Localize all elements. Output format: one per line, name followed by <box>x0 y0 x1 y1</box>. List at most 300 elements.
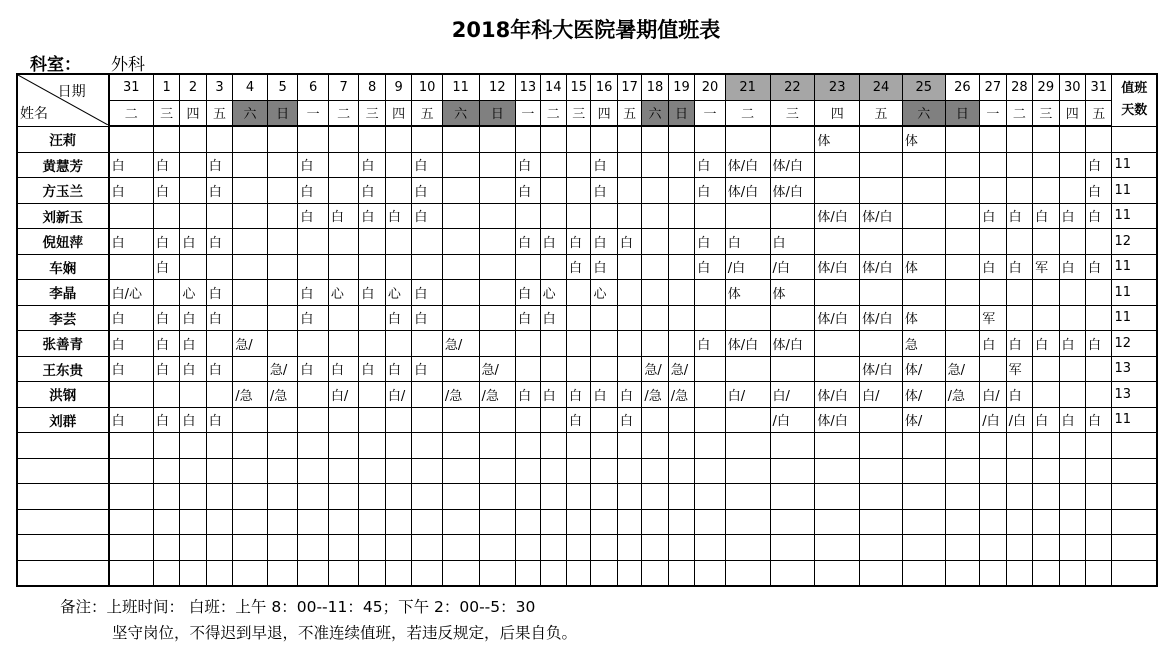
duty-cell: 白 <box>1033 331 1059 357</box>
table-row <box>17 178 1157 204</box>
duty-cell <box>1033 229 1059 255</box>
table-row <box>17 356 1157 382</box>
duty-cell <box>1006 305 1032 331</box>
duty-cell <box>642 203 668 229</box>
notes-line-1: 备注：上班时间： 白班：上午 8：00--11：45；下午 2：00--5：30 <box>60 598 536 616</box>
duty-cell <box>980 280 1006 306</box>
duty-cell <box>412 484 443 510</box>
duty-cell <box>902 560 945 586</box>
duty-cell: /急 <box>642 382 668 408</box>
duty-cell <box>298 484 329 510</box>
total-days-cell: 13 <box>1112 356 1157 382</box>
duty-cell <box>298 126 329 152</box>
duty-cell <box>233 280 268 306</box>
duty-cell <box>206 203 232 229</box>
duty-cell <box>180 484 206 510</box>
duty-cell <box>591 356 617 382</box>
duty-cell <box>359 484 385 510</box>
duty-cell <box>945 229 980 255</box>
duty-cell: 白 <box>412 152 443 178</box>
duty-cell <box>567 458 591 484</box>
duty-cell <box>516 560 540 586</box>
duty-cell: 白 <box>412 305 443 331</box>
duty-cell <box>233 229 268 255</box>
duty-cell <box>412 229 443 255</box>
duty-cell <box>298 509 329 535</box>
duty-cell <box>770 484 815 510</box>
date-cell: 9 <box>385 74 411 100</box>
duty-cell <box>1006 152 1032 178</box>
duty-cell <box>860 229 903 255</box>
duty-cell <box>267 433 298 459</box>
duty-cell <box>479 433 516 459</box>
duty-cell: 白 <box>298 152 329 178</box>
duty-cell <box>206 126 232 152</box>
duty-cell <box>385 126 411 152</box>
duty-cell <box>980 433 1006 459</box>
duty-cell <box>412 331 443 357</box>
weekday-cell: 四 <box>1059 100 1085 126</box>
duty-cell <box>1006 509 1032 535</box>
duty-cell <box>442 535 479 561</box>
duty-cell <box>328 178 359 204</box>
duty-cell <box>945 484 980 510</box>
duty-cell <box>591 407 617 433</box>
duty-cell: 白 <box>206 280 232 306</box>
duty-cell <box>567 305 591 331</box>
duty-cell <box>945 305 980 331</box>
duty-cell <box>180 458 206 484</box>
duty-cell <box>617 331 641 357</box>
header-row-weekdays <box>17 100 1157 126</box>
duty-cell <box>267 509 298 535</box>
duty-cell: 心 <box>328 280 359 306</box>
duty-cell <box>860 509 903 535</box>
duty-cell <box>1033 178 1059 204</box>
duty-cell <box>815 152 860 178</box>
duty-cell <box>980 356 1006 382</box>
duty-cell <box>945 280 980 306</box>
duty-cell <box>591 509 617 535</box>
weekday-cell: 一 <box>298 100 329 126</box>
duty-cell <box>206 254 232 280</box>
duty-cell <box>642 305 668 331</box>
duty-cell <box>567 126 591 152</box>
duty-cell <box>516 535 540 561</box>
duty-cell <box>668 560 694 586</box>
duty-cell: 白 <box>516 305 540 331</box>
duty-cell <box>233 509 268 535</box>
duty-cell <box>267 331 298 357</box>
date-cell: 13 <box>516 74 540 100</box>
duty-cell <box>567 178 591 204</box>
duty-cell <box>617 458 641 484</box>
duty-cell: 白 <box>359 178 385 204</box>
staff-name: 倪妞萍 <box>17 229 109 255</box>
duty-cell: 白 <box>298 356 329 382</box>
duty-cell: /白 <box>725 254 770 280</box>
duty-cell: 体/白 <box>860 254 903 280</box>
duty-cell <box>617 509 641 535</box>
duty-cell <box>1033 484 1059 510</box>
duty-cell <box>617 484 641 510</box>
duty-cell <box>1112 433 1157 459</box>
name-axis-label: 姓名 <box>20 105 48 122</box>
duty-cell: 体 <box>902 126 945 152</box>
duty-cell <box>695 382 726 408</box>
duty-cell: 白 <box>980 254 1006 280</box>
duty-cell <box>1033 152 1059 178</box>
duty-cell <box>1033 458 1059 484</box>
date-cell: 2 <box>180 74 206 100</box>
duty-cell <box>479 152 516 178</box>
duty-cell <box>540 126 566 152</box>
empty-row <box>17 484 1157 510</box>
duty-cell <box>815 356 860 382</box>
staff-name: 黄慧芳 <box>17 152 109 178</box>
duty-cell <box>1059 484 1085 510</box>
duty-cell: /白 <box>980 407 1006 433</box>
duty-cell <box>695 509 726 535</box>
duty-cell: 白 <box>298 203 329 229</box>
duty-cell: 白 <box>180 356 206 382</box>
duty-cell: 白 <box>725 229 770 255</box>
duty-cell <box>567 535 591 561</box>
duty-cell <box>945 152 980 178</box>
duty-cell <box>1086 509 1112 535</box>
duty-cell <box>442 280 479 306</box>
date-cell: 20 <box>695 74 726 100</box>
duty-cell: 白 <box>109 305 154 331</box>
duty-cell <box>516 331 540 357</box>
weekday-cell: 三 <box>567 100 591 126</box>
duty-cell: 白 <box>359 152 385 178</box>
duty-cell <box>442 356 479 382</box>
duty-cell: /急 <box>442 382 479 408</box>
duty-cell <box>412 407 443 433</box>
duty-cell <box>359 535 385 561</box>
staff-name <box>17 433 109 459</box>
duty-cell <box>153 203 179 229</box>
duty-cell <box>540 331 566 357</box>
duty-cell <box>695 458 726 484</box>
duty-cell <box>479 509 516 535</box>
duty-cell <box>267 126 298 152</box>
duty-cell <box>1006 229 1032 255</box>
duty-cell <box>328 331 359 357</box>
duty-cell <box>298 407 329 433</box>
duty-cell <box>668 203 694 229</box>
duty-cell: 白 <box>695 229 726 255</box>
duty-cell <box>479 305 516 331</box>
duty-cell <box>328 152 359 178</box>
duty-cell <box>516 407 540 433</box>
duty-cell <box>1006 458 1032 484</box>
staff-name <box>17 535 109 561</box>
total-days-cell: 11 <box>1112 305 1157 331</box>
weekday-cell: 二 <box>328 100 359 126</box>
weekday-cell: 一 <box>980 100 1006 126</box>
duty-cell <box>695 126 726 152</box>
duty-cell <box>153 433 179 459</box>
date-cell: 1 <box>153 74 179 100</box>
duty-cell <box>206 331 232 357</box>
duty-cell <box>770 126 815 152</box>
duty-cell: 白 <box>385 356 411 382</box>
duty-cell <box>668 331 694 357</box>
duty-cell <box>267 458 298 484</box>
duty-cell <box>298 535 329 561</box>
duty-cell <box>860 280 903 306</box>
weekday-cell: 五 <box>1086 100 1112 126</box>
duty-cell <box>479 229 516 255</box>
duty-cell <box>479 458 516 484</box>
duty-cell <box>1086 280 1112 306</box>
date-cell: 4 <box>233 74 268 100</box>
department <box>30 50 145 75</box>
duty-cell <box>980 535 1006 561</box>
duty-cell <box>945 203 980 229</box>
duty-cell: 体/白 <box>725 152 770 178</box>
duty-cell: 白 <box>1086 331 1112 357</box>
duty-cell <box>591 535 617 561</box>
duty-cell <box>668 535 694 561</box>
duty-cell: 白 <box>540 382 566 408</box>
duty-cell: 白 <box>412 280 443 306</box>
duty-cell <box>385 152 411 178</box>
duty-cell: 白 <box>516 178 540 204</box>
duty-cell <box>267 254 298 280</box>
duty-cell: 白 <box>109 152 154 178</box>
duty-cell <box>1033 560 1059 586</box>
duty-cell <box>980 484 1006 510</box>
duty-cell <box>328 433 359 459</box>
weekday-cell: 二 <box>725 100 770 126</box>
staff-name: 汪莉 <box>17 126 109 152</box>
duty-cell: 白 <box>1006 203 1032 229</box>
duty-cell: 白 <box>695 254 726 280</box>
duty-cell <box>902 535 945 561</box>
duty-cell: 体 <box>815 126 860 152</box>
staff-name: 车娴 <box>17 254 109 280</box>
duty-cell <box>1086 484 1112 510</box>
duty-cell <box>359 382 385 408</box>
duty-cell: 白 <box>1059 407 1085 433</box>
duty-cell: /白 <box>770 254 815 280</box>
duty-cell <box>328 305 359 331</box>
duty-cell: 白 <box>153 152 179 178</box>
duty-cell: 白 <box>1086 407 1112 433</box>
duty-cell <box>617 152 641 178</box>
total-days-cell <box>1112 126 1157 152</box>
total-days-cell: 11 <box>1112 254 1157 280</box>
duty-cell <box>267 305 298 331</box>
duty-cell: 心 <box>180 280 206 306</box>
header-row-dates <box>17 74 1157 100</box>
duty-cell <box>328 254 359 280</box>
total-days-cell: 11 <box>1112 203 1157 229</box>
duty-cell <box>385 407 411 433</box>
duty-cell: 体/白 <box>815 305 860 331</box>
duty-cell <box>267 484 298 510</box>
staff-name <box>17 458 109 484</box>
duty-cell <box>695 356 726 382</box>
duty-cell <box>1086 382 1112 408</box>
duty-cell <box>695 484 726 510</box>
empty-row <box>17 560 1157 586</box>
duty-cell <box>1086 433 1112 459</box>
duty-cell: /白 <box>1006 407 1032 433</box>
empty-row <box>17 458 1157 484</box>
staff-name <box>17 560 109 586</box>
department-label: 科室： <box>30 55 81 75</box>
staff-name <box>17 484 109 510</box>
duty-cell <box>267 203 298 229</box>
duty-cell <box>298 433 329 459</box>
duty-cell: 白/ <box>980 382 1006 408</box>
duty-cell <box>945 509 980 535</box>
weekday-cell: 四 <box>180 100 206 126</box>
duty-cell <box>233 484 268 510</box>
duty-cell <box>442 305 479 331</box>
duty-cell: 白 <box>109 229 154 255</box>
total-days-header-line-2: 天数 <box>1121 103 1148 119</box>
duty-cell: 白 <box>153 178 179 204</box>
staff-name: 刘新玉 <box>17 203 109 229</box>
duty-cell <box>725 203 770 229</box>
duty-cell <box>206 433 232 459</box>
duty-cell <box>770 305 815 331</box>
duty-cell <box>1086 229 1112 255</box>
duty-cell: 急/ <box>642 356 668 382</box>
duty-cell <box>725 356 770 382</box>
duty-cell <box>206 509 232 535</box>
page-title: 2018年科大医院暑期值班表 <box>451 18 721 42</box>
duty-cell <box>668 305 694 331</box>
duty-cell: 白 <box>516 382 540 408</box>
weekday-cell: 三 <box>153 100 179 126</box>
duty-cell <box>980 126 1006 152</box>
duty-cell <box>540 407 566 433</box>
duty-cell <box>617 433 641 459</box>
duty-cell <box>328 407 359 433</box>
duty-cell: 白 <box>1059 331 1085 357</box>
duty-cell <box>980 229 1006 255</box>
duty-cell: 白 <box>1086 178 1112 204</box>
duty-cell <box>668 178 694 204</box>
duty-cell <box>1059 433 1085 459</box>
duty-cell: 体/白 <box>725 331 770 357</box>
duty-cell <box>540 535 566 561</box>
duty-cell <box>479 484 516 510</box>
duty-cell <box>617 254 641 280</box>
date-cell: 22 <box>770 74 815 100</box>
duty-cell <box>591 126 617 152</box>
duty-cell <box>1006 535 1032 561</box>
date-cell: 8 <box>359 74 385 100</box>
duty-cell <box>1086 305 1112 331</box>
duty-cell: 体/白 <box>860 356 903 382</box>
duty-cell: 白 <box>1086 254 1112 280</box>
duty-cell <box>442 509 479 535</box>
duty-cell: 白/ <box>860 382 903 408</box>
date-cell: 16 <box>591 74 617 100</box>
duty-cell <box>180 433 206 459</box>
weekday-cell: 五 <box>206 100 232 126</box>
duty-cell <box>385 509 411 535</box>
duty-cell <box>1059 560 1085 586</box>
duty-cell <box>1033 509 1059 535</box>
duty-cell: 白 <box>359 280 385 306</box>
duty-cell <box>359 254 385 280</box>
duty-cell <box>642 331 668 357</box>
duty-cell <box>298 560 329 586</box>
duty-cell <box>1059 458 1085 484</box>
duty-cell <box>591 305 617 331</box>
duty-cell <box>1086 126 1112 152</box>
duty-cell <box>860 331 903 357</box>
duty-cell <box>233 407 268 433</box>
duty-cell <box>642 458 668 484</box>
duty-cell <box>591 433 617 459</box>
duty-cell: /急 <box>479 382 516 408</box>
duty-cell <box>442 407 479 433</box>
duty-cell <box>442 178 479 204</box>
duty-cell <box>359 331 385 357</box>
duty-cell <box>359 458 385 484</box>
duty-cell: 急/ <box>945 356 980 382</box>
duty-cell: 白 <box>109 178 154 204</box>
duty-cell <box>153 535 179 561</box>
weekday-cell: 日 <box>267 100 298 126</box>
total-days-cell: 12 <box>1112 229 1157 255</box>
weekday-cell: 四 <box>385 100 411 126</box>
staff-name: 方玉兰 <box>17 178 109 204</box>
duty-cell <box>540 484 566 510</box>
staff-name: 刘群 <box>17 407 109 433</box>
duty-cell <box>945 535 980 561</box>
duty-cell <box>695 305 726 331</box>
duty-cell <box>267 229 298 255</box>
duty-cell <box>1033 535 1059 561</box>
date-cell: 18 <box>642 74 668 100</box>
table-row <box>17 407 1157 433</box>
duty-cell: 体/ <box>902 356 945 382</box>
weekday-cell: 二 <box>1006 100 1032 126</box>
duty-cell <box>725 305 770 331</box>
duty-cell: 白 <box>516 280 540 306</box>
duty-cell <box>385 178 411 204</box>
duty-cell <box>945 126 980 152</box>
duty-cell <box>1112 484 1157 510</box>
duty-cell <box>1059 356 1085 382</box>
duty-cell <box>695 407 726 433</box>
duty-cell <box>1033 433 1059 459</box>
duty-cell <box>725 458 770 484</box>
duty-cell <box>567 280 591 306</box>
duty-cell: 白/心 <box>109 280 154 306</box>
weekday-cell: 日 <box>945 100 980 126</box>
weekday-cell: 一 <box>695 100 726 126</box>
duty-cell <box>617 280 641 306</box>
duty-cell <box>1086 560 1112 586</box>
duty-cell <box>1059 305 1085 331</box>
duty-cell <box>725 484 770 510</box>
staff-name: 洪钢 <box>17 382 109 408</box>
duty-cell <box>945 458 980 484</box>
duty-cell <box>695 433 726 459</box>
duty-cell <box>668 433 694 459</box>
